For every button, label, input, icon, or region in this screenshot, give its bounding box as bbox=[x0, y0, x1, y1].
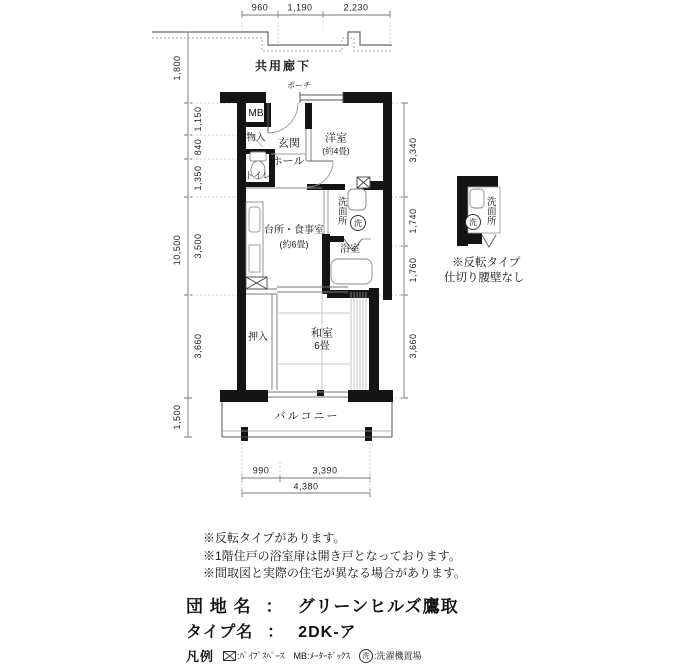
note-line: ※1階住戸の浴室扉は開き戸となっております。 bbox=[203, 548, 461, 563]
type-name-row bbox=[186, 619, 459, 642]
dim-right-3340: 3,340 bbox=[408, 137, 418, 163]
room-label-kitchen-size: (約6畳) bbox=[279, 239, 309, 250]
legend-row bbox=[186, 646, 459, 665]
type-name: 2DK-ア bbox=[298, 624, 357, 641]
room-label-kitchen: 台所・食事室 bbox=[264, 225, 324, 236]
dim-bottom-990: 990 bbox=[252, 465, 270, 476]
porch-label: ポーチ bbox=[287, 81, 311, 90]
dim-top-3: 2,230 bbox=[343, 2, 369, 13]
room-label-washroom: 洗面所 bbox=[335, 196, 347, 226]
side-washroom-label: 洗面所 bbox=[484, 196, 496, 226]
dim-right-1740: 1,740 bbox=[408, 208, 418, 234]
legend-wash-desc: :洗濯機置場 bbox=[374, 651, 422, 661]
room-label-western: 洋室 bbox=[325, 132, 347, 145]
washer-mark: 洗 bbox=[350, 215, 366, 231]
room-label-storage: 物入 bbox=[246, 132, 266, 144]
room-label-mb: MB bbox=[248, 108, 264, 119]
title-block bbox=[186, 592, 459, 665]
type-colon: ： bbox=[267, 624, 285, 641]
type-label: タイプ名 bbox=[186, 624, 254, 641]
legend-label: 凡例 bbox=[186, 649, 215, 664]
estate-label: 団 地 名 bbox=[186, 597, 252, 616]
dim-left-1500: 1,500 bbox=[172, 404, 182, 430]
side-note-line1: ※反転タイプ bbox=[452, 257, 521, 269]
estate-name-row bbox=[186, 592, 459, 617]
estate-colon: ： bbox=[265, 597, 284, 616]
dim-top-1: 960 bbox=[251, 2, 269, 13]
corridor-label: 共用廊下 bbox=[254, 59, 312, 73]
legend-mb bbox=[294, 649, 351, 662]
room-label-bathroom: 浴室 bbox=[340, 244, 360, 255]
legend-mb-desc: MB:ﾒｰﾀｰﾎﾞｯｸｽ bbox=[293, 651, 351, 661]
dim-top-2: 1,190 bbox=[287, 2, 313, 13]
dim-left-3660: 3,660 bbox=[193, 333, 203, 359]
dim-right-3660: 3,660 bbox=[408, 333, 418, 359]
side-washer-mark: 洗 bbox=[465, 214, 481, 230]
legend-washer bbox=[359, 649, 422, 663]
legend-pipe-space bbox=[223, 649, 285, 662]
room-label-hall: ホール bbox=[271, 155, 305, 168]
side-note-line2: 仕切り腰壁なし bbox=[444, 272, 525, 284]
dim-left-1350: 1,350 bbox=[193, 165, 203, 191]
dim-bottom-total: 4,380 bbox=[293, 481, 319, 492]
room-label-entrance: 玄関 bbox=[278, 137, 300, 150]
room-label-western-size: (約4畳) bbox=[322, 145, 350, 156]
dim-left-1800: 1,800 bbox=[172, 55, 182, 81]
dim-bottom-3390: 3,390 bbox=[312, 465, 338, 476]
room-label-toilet: トイレ bbox=[244, 170, 272, 181]
dim-left-840: 840 bbox=[193, 138, 203, 156]
notes-block bbox=[203, 530, 466, 583]
dim-left-10500: 10,500 bbox=[172, 234, 182, 266]
room-label-closet: 押入 bbox=[248, 332, 268, 343]
dim-right-1760: 1,760 bbox=[408, 257, 418, 283]
legend-pipe-desc: :ﾊﾟｲﾌﾟｽﾍﾟｰｽ bbox=[237, 651, 285, 661]
pipe-space-icon bbox=[223, 651, 236, 661]
room-label-japanese: 和室 bbox=[311, 327, 333, 340]
washer-circle-icon: 洗 bbox=[359, 649, 373, 663]
estate-name: グリーンヒルズ鷹取 bbox=[297, 597, 459, 616]
dim-left-3500: 3,500 bbox=[193, 233, 203, 259]
room-label-japanese-size: 6畳 bbox=[314, 341, 330, 352]
note-line: ※間取図と実際の住宅が異なる場合があります。 bbox=[203, 566, 467, 580]
room-label-balcony: バルコニー bbox=[274, 410, 340, 423]
note-line: ※反転タイプがあります。 bbox=[203, 531, 346, 545]
dim-left-1150: 1,150 bbox=[193, 106, 203, 132]
